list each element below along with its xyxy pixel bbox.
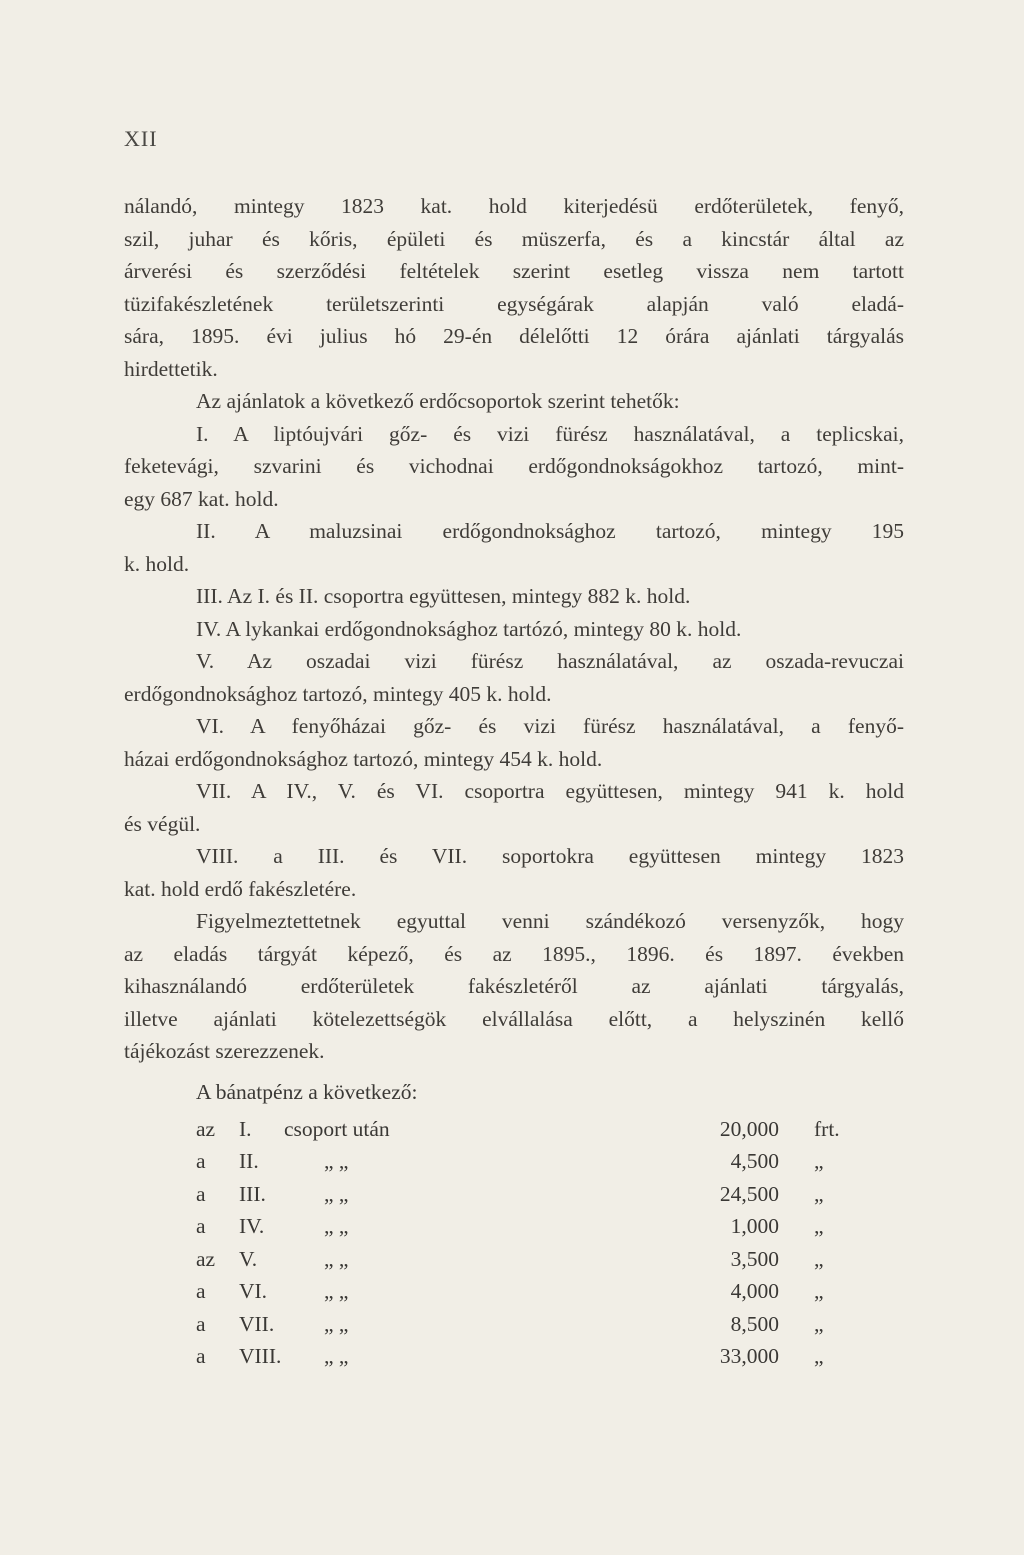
deposit-row — [124, 1312, 904, 1345]
deposit-unit: „ — [814, 1344, 824, 1368]
deposit-amount: 1,000 — [730, 1214, 779, 1238]
deposit-group: V. — [239, 1246, 258, 1271]
deposit-group: III. — [239, 1181, 266, 1206]
paragraph — [124, 580, 904, 613]
text-line: feketevági, szvarini és vichodnai erdőgondnokságokhoz tartozó, mint- — [124, 454, 904, 478]
paragraph — [124, 710, 904, 775]
deposit-article: az — [196, 1246, 216, 1271]
deposit-label: „ „ — [324, 1214, 349, 1238]
deposit-row — [124, 1247, 904, 1280]
deposit-amount: 24,500 — [719, 1181, 779, 1206]
deposit-label: „ „ — [324, 1149, 349, 1173]
deposit-label: csoport után — [284, 1116, 390, 1141]
text-line: hirdettetik. — [124, 356, 218, 381]
deposit-label: „ „ — [324, 1279, 349, 1303]
text-line: tájékozást szerezzenek. — [124, 1039, 325, 1063]
deposit-label: „ „ — [324, 1181, 349, 1206]
deposit-row — [124, 1344, 904, 1377]
deposit-unit: „ — [814, 1214, 824, 1238]
paragraph — [124, 840, 904, 905]
text-line: II. A maluzsinai erdőgondnoksághoz tartozó, mintegy 195 — [196, 519, 904, 543]
deposit-unit: „ — [814, 1181, 824, 1206]
deposit-unit: „ — [814, 1149, 824, 1173]
text-line: és végül. — [124, 811, 201, 836]
paragraph — [124, 613, 904, 646]
deposit-row — [124, 1182, 904, 1215]
text-line: VII. A IV., V. és VI. csoportra együttesen, mintegy 941 k. hold — [196, 779, 904, 803]
deposit-row — [124, 1117, 904, 1150]
page-number: XII — [124, 126, 158, 151]
deposit-article: a — [196, 1181, 206, 1206]
text-line: kihasználandó erdőterületek fakészletéről az ajánlati tárgyalás, — [124, 974, 904, 998]
deposit-article: az — [196, 1116, 216, 1141]
deposit-row — [124, 1279, 904, 1312]
text-line: Figyelmeztettetnek egyuttal venni szándékozó versenyzők, hogy — [196, 909, 904, 933]
text-line: egy 687 kat. hold. — [124, 486, 279, 511]
deposit-unit: „ — [814, 1246, 824, 1271]
deposit-row — [124, 1214, 904, 1247]
deposit-label: „ „ — [324, 1311, 349, 1336]
deposit-amount: 33,000 — [719, 1344, 779, 1368]
deposit-group: VI. — [239, 1279, 268, 1303]
paragraph — [124, 385, 904, 418]
deposit-row — [124, 1149, 904, 1182]
deposit-label: „ „ — [324, 1344, 349, 1368]
text-line: sára, 1895. évi julius hó 29-én délelőtti 12 órára ajánlati tárgyalás — [124, 324, 904, 348]
deposit-group: II. — [239, 1149, 259, 1173]
deposit-group: VII. — [239, 1311, 275, 1336]
paragraph — [124, 515, 904, 580]
text-line: erdőgondnoksághoz tartozó, mintegy 405 k. hold. — [124, 681, 552, 706]
paragraph — [124, 190, 904, 385]
text-line: árverési és szerződési feltételek szerint esetleg vissza nem tartott — [124, 259, 904, 283]
text-line: szil, juhar és kőris, épületi és müszerfa, és a kincstár által az — [124, 226, 904, 251]
body-text — [124, 190, 904, 1068]
deposit-unit: „ — [814, 1279, 824, 1303]
text-line: az eladás tárgyát képező, és az 1895., 1896. és 1897. években — [124, 941, 904, 966]
deposit-unit: frt. — [814, 1116, 840, 1141]
text-line: nálandó, mintegy 1823 kat. hold kiterjedésü erdőterületek, fenyő, — [124, 194, 904, 218]
deposit-amount: 3,500 — [730, 1246, 779, 1271]
deposit-group: VIII. — [239, 1344, 282, 1368]
text-line: k. hold. — [124, 551, 190, 576]
text-line: tüzifakészletének területszerinti egységárak alapján való eladá- — [124, 291, 904, 316]
text-line: kat. hold erdő fakészletére. — [124, 876, 357, 901]
text-line: házai erdőgondnoksághoz tartozó, mintegy 454 k. hold. — [124, 746, 603, 771]
deposit-group: IV. — [239, 1214, 265, 1238]
text-line: I. A liptóujvári gőz- és vizi fürész használatával, a teplicskai, — [196, 421, 904, 446]
text-line: III. Az I. és II. csoportra együttesen, mintegy 882 k. hold. — [196, 584, 691, 608]
deposit-article: a — [196, 1311, 206, 1336]
deposit-amount: 20,000 — [719, 1116, 779, 1141]
deposit-table — [124, 1080, 904, 1377]
text-line: VIII. a III. és VII. soportokra együttesen mintegy 1823 — [196, 844, 904, 868]
deposit-unit: „ — [814, 1311, 824, 1336]
deposit-amount: 4,000 — [730, 1279, 779, 1303]
deposit-group: I. — [239, 1116, 252, 1141]
text-line: V. Az oszadai vizi fürész használatával, az oszada-revuczai — [196, 649, 904, 673]
text-line: illetve ajánlati kötelezettségök elvállalása előtt, a helyszinén kellő — [124, 1006, 904, 1031]
deposit-article: a — [196, 1214, 206, 1238]
deposit-amount: 4,500 — [730, 1149, 779, 1173]
text-line: Az ajánlatok a következő erdőcsoportok szerint tehetők: — [196, 389, 680, 413]
paragraph — [124, 645, 904, 710]
text-line: IV. A lykankai erdőgondnoksághoz tartózó, mintegy 80 k. hold. — [196, 616, 742, 641]
deposit-heading: A bánatpénz a következő: — [196, 1080, 418, 1104]
deposit-label: „ „ — [324, 1246, 349, 1271]
text-line: VI. A fenyőházai gőz- és vizi fürész használatával, a fenyő- — [196, 714, 904, 738]
deposit-article: a — [196, 1149, 206, 1173]
deposit-amount: 8,500 — [730, 1311, 779, 1336]
paragraph — [124, 775, 904, 840]
paragraph — [124, 905, 904, 1068]
deposit-article: a — [196, 1279, 206, 1303]
deposit-article: a — [196, 1344, 206, 1368]
paragraph — [124, 418, 904, 516]
